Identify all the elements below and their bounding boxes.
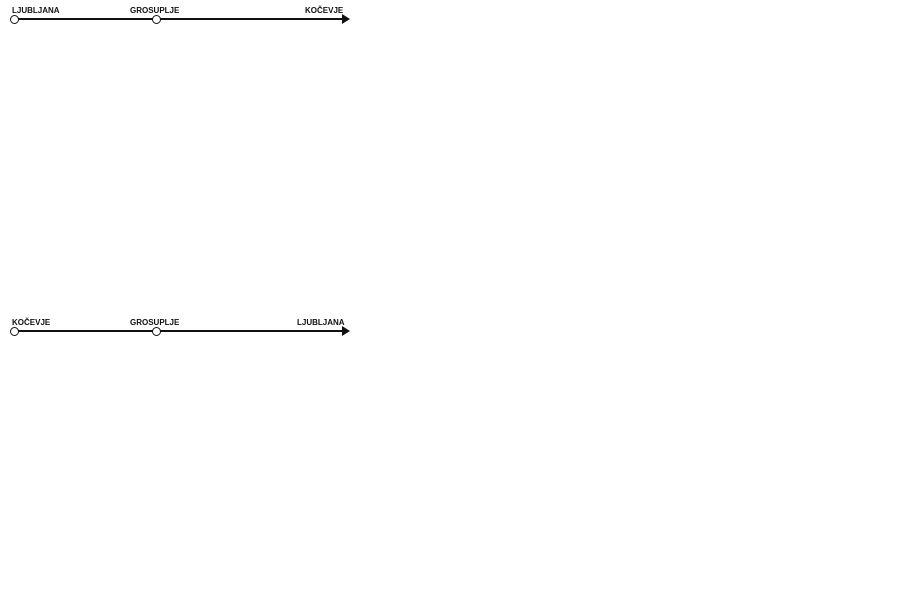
route-bar-upper: [12, 6, 352, 26]
route-via-dot: [152, 327, 161, 336]
route-line: [12, 18, 342, 20]
route-arrow: [342, 14, 350, 24]
route-from: LJUBLJANA: [12, 6, 60, 15]
route-arrow: [342, 326, 350, 336]
route-start-dot: [10, 327, 19, 336]
route-via-dot: [152, 15, 161, 24]
route-bar-lower: [12, 318, 352, 338]
route-line: [12, 330, 342, 332]
route-to: KOČEVJE: [305, 6, 344, 15]
route-via: GROSUPLJE: [130, 6, 180, 15]
route-start-dot: [10, 15, 19, 24]
route-via: GROSUPLJE: [130, 318, 180, 327]
route-from: KOČEVJE: [12, 318, 51, 327]
route-to: LJUBLJANA: [297, 318, 345, 327]
